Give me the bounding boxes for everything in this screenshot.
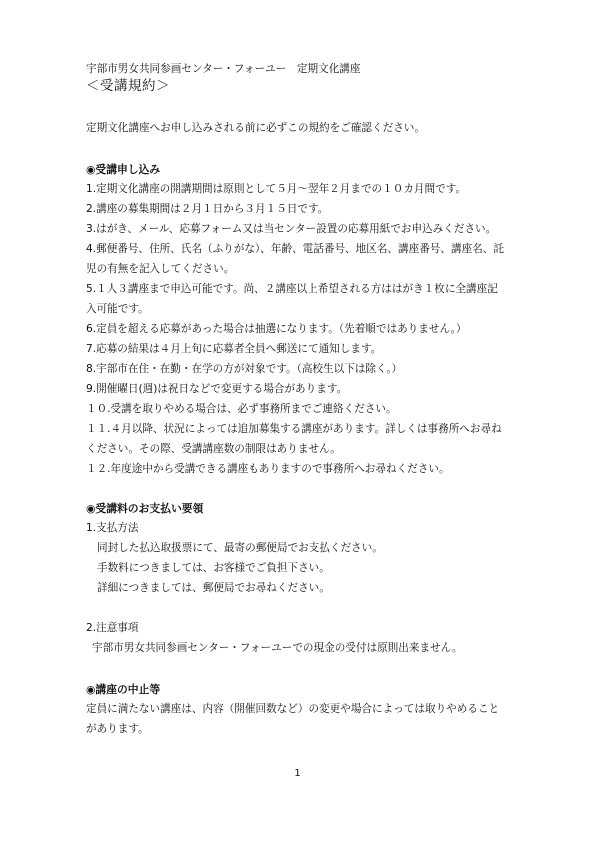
cancellation-line: があります。: [86, 723, 149, 735]
payment-subtitle: 1.支払方法: [86, 522, 139, 534]
application-line: 9.開催曜日(週)は祝日などで変更する場合があります。: [86, 383, 348, 395]
org-header: 宇部市男女共同参画センター・フォーユー 定期文化講座: [86, 63, 361, 75]
payment-line: 同封した払込取扱票にて、最寄の郵便局でお支払ください。: [97, 542, 383, 554]
cancellation-line: 定員に満たない講座は、内容（開催回数など）の変更や場合によっては取りやめること: [86, 703, 500, 715]
application-line: 3.はがき、メール、応募フォーム又は当センター設置の応募用紙でお申込みください。: [86, 223, 497, 235]
application-line: 5.１人３講座まで申込可能です。尚、２講座以上希望される方ははがき１枚に全講座記: [86, 283, 498, 295]
application-line: １１.４月以降、状況によっては追加募集する講座があります。詳しくは事務所へお尋ね: [86, 423, 502, 435]
application-line: １０.受講を取りやめる場合は、必ず事務所までご連絡ください。: [86, 403, 397, 415]
application-line: 6.定員を超える応募があった場合は抽選になります。（先着順ではありません。）: [86, 323, 467, 335]
page-number: 1: [294, 768, 301, 779]
application-line: １２.年度途中から受講できる講座もありますので事務所へお尋ねください。: [86, 463, 450, 475]
notes-subtitle: 2.注意事項: [86, 622, 139, 634]
section-heading-application: ◉受講申し込み: [86, 163, 161, 176]
section-heading-cancellation: ◉講座の中止等: [86, 683, 161, 696]
application-line: ください。その際、受講講座数の制限はありません。: [86, 443, 341, 455]
application-line: 児の有無を記入してください。: [86, 263, 235, 275]
application-line: 8.宇部市在住・在勤・在学の方が対象です。（高校生以下は除く。）: [86, 363, 403, 375]
page-title: ＜受講規約＞: [86, 78, 170, 94]
application-line: 4.郵便番号、住所、氏名（ふりがな）、年齢、電話番号、地区名、講座番号、講座名、託: [86, 243, 504, 255]
application-line: 2.講座の募集期間は２月１日から３月１５日です。: [86, 203, 329, 215]
intro-text: 定期文化講座へお申し込みされる前に必ずこの規約をご確認ください。: [86, 122, 425, 134]
payment-line: 手数料につきましては、お客様でご負担下さい。: [97, 562, 330, 574]
payment-line: 詳細につきましては、郵便局でお尋ねください。: [97, 582, 330, 594]
notes-line: 宇部市男女共同参画センター・フォーユーでの現金の受付は原則出来ません。: [92, 642, 463, 654]
application-line: 1.定期文化講座の開講期間は原則として５月～翌年２月までの１０カ月間です。: [86, 183, 467, 195]
application-line: 入可能です。: [86, 303, 149, 315]
application-line: 7.応募の結果は４月上旬に応募者全員へ郵送にて通知します。: [86, 343, 382, 355]
section-heading-payment: ◉受講料のお支払い要領: [86, 502, 204, 515]
